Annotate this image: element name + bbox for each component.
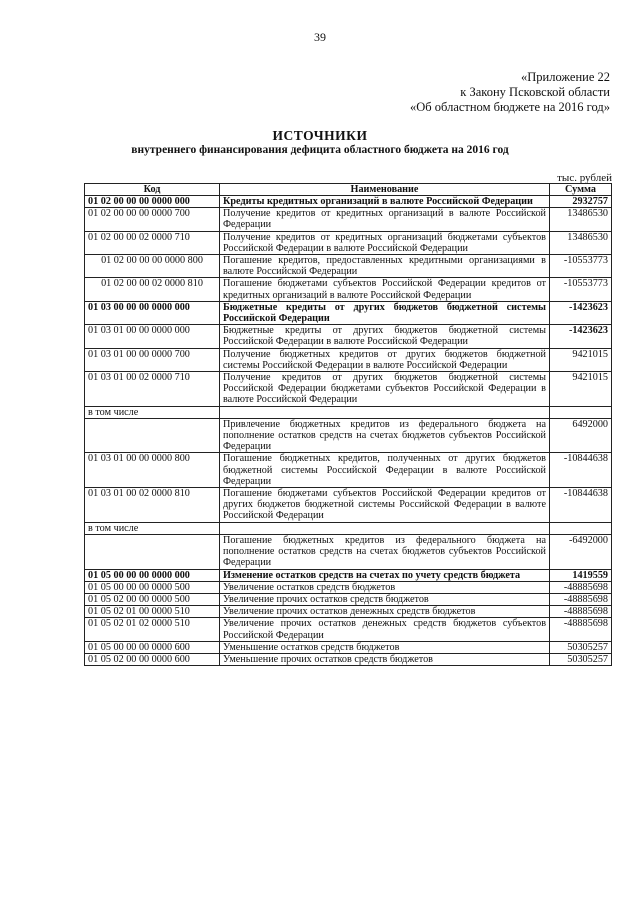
row-code: 01 03 00 00 00 0000 000 xyxy=(85,301,220,324)
row-sum: -48885698 xyxy=(550,593,612,605)
table-row xyxy=(85,278,612,301)
table-row xyxy=(85,606,612,618)
row-sum: 6492000 xyxy=(550,418,612,453)
table-row xyxy=(85,488,612,523)
row-name: Кредиты кредитных организаций в валюте Российской Федерации xyxy=(220,196,550,208)
row-code: 01 03 01 00 00 0000 000 xyxy=(85,325,220,348)
header-sum: Сумма xyxy=(550,184,612,196)
row-name: Погашение бюджетных кредитов, полученных от других бюджетов бюджетной системы Российской Федерации в валюте Российской Федерации xyxy=(220,453,550,488)
table-row xyxy=(85,522,612,534)
row-code: 01 03 01 00 00 0000 800 xyxy=(85,453,220,488)
row-code: 01 03 01 00 02 0000 710 xyxy=(85,372,220,407)
row-sum: -10553773 xyxy=(550,255,612,278)
appendix-block xyxy=(410,70,610,115)
row-code xyxy=(85,534,220,569)
row-name: Привлечение бюджетных кредитов из федерального бюджета на пополнение остатков средств на счетах бюджетов субъектов Российской Федерации xyxy=(220,418,550,453)
table-row xyxy=(85,641,612,653)
row-code: 01 02 00 00 02 0000 710 xyxy=(85,231,220,254)
row-sum xyxy=(550,522,612,534)
header-code: Код xyxy=(85,184,220,196)
row-name: Погашение бюджетами субъектов Российской Федерации кредитов от кредитных организаций в валюте Российской Федерации xyxy=(220,278,550,301)
row-code: 01 05 00 00 00 0000 600 xyxy=(85,641,220,653)
table-row xyxy=(85,534,612,569)
row-sum: -1423623 xyxy=(550,301,612,324)
table-row xyxy=(85,348,612,371)
header-name: Наименование xyxy=(220,184,550,196)
row-sum: -48885698 xyxy=(550,581,612,593)
row-sum: 50305257 xyxy=(550,641,612,653)
table-row xyxy=(85,418,612,453)
row-name: Увеличение прочих остатков средств бюджетов xyxy=(220,593,550,605)
table-row xyxy=(85,196,612,208)
row-name: Получение кредитов от других бюджетов бюджетной системы Российской Федерации бюджетами субъектов Российской Федерации в валюте Российской Федерации xyxy=(220,372,550,407)
table-row xyxy=(85,569,612,581)
row-sum: -48885698 xyxy=(550,606,612,618)
row-code: 01 03 01 00 02 0000 810 xyxy=(85,488,220,523)
appendix-line-3: «Об областном бюджете на 2016 год» xyxy=(410,100,610,114)
row-name: Погашение бюджетных кредитов из федерального бюджета на пополнение остатков средств на счетах бюджетов субъектов Российской Федерации xyxy=(220,534,550,569)
row-code: 01 05 02 01 00 0000 510 xyxy=(85,606,220,618)
row-code: в том числе xyxy=(85,406,220,418)
table-row xyxy=(85,593,612,605)
row-name: Бюджетные кредиты от других бюджетов бюджетной системы Российской Федерации в валюте Российской Федерации xyxy=(220,325,550,348)
table-row xyxy=(85,301,612,324)
row-sum: 9421015 xyxy=(550,348,612,371)
row-sum: -6492000 xyxy=(550,534,612,569)
row-code: 01 05 00 00 00 0000 500 xyxy=(85,581,220,593)
row-sum: -10553773 xyxy=(550,278,612,301)
table-row xyxy=(85,581,612,593)
table-row xyxy=(85,372,612,407)
appendix-line-2: к Закону Псковской области xyxy=(460,85,610,99)
row-sum: 13486530 xyxy=(550,231,612,254)
row-name: Увеличение остатков средств бюджетов xyxy=(220,581,550,593)
row-name: Изменение остатков средств на счетах по учету средств бюджета xyxy=(220,569,550,581)
row-code: 01 02 00 00 00 0000 700 xyxy=(85,208,220,231)
table-row xyxy=(85,325,612,348)
row-name: Бюджетные кредиты от других бюджетов бюджетной системы Российской Федерации xyxy=(220,301,550,324)
row-name: Получение кредитов от кредитных организаций в валюте Российской Федерации xyxy=(220,208,550,231)
row-code: 01 05 00 00 00 0000 000 xyxy=(85,569,220,581)
row-name: Увеличение прочих остатков денежных средств бюджетов субъектов Российской Федерации xyxy=(220,618,550,641)
row-name xyxy=(220,406,550,418)
row-name: Получение кредитов от кредитных организаций бюджетами субъектов Российской Федерации в валюте Российской Федерации xyxy=(220,231,550,254)
row-code: 01 05 02 00 00 0000 600 xyxy=(85,653,220,665)
units-label: тыс. рублей xyxy=(557,172,612,184)
row-sum: -48885698 xyxy=(550,618,612,641)
sources-table xyxy=(84,183,612,666)
row-sum: -1423623 xyxy=(550,325,612,348)
row-code xyxy=(85,418,220,453)
row-sum: -10844638 xyxy=(550,488,612,523)
row-sum: 2932757 xyxy=(550,196,612,208)
row-sum: 1419559 xyxy=(550,569,612,581)
row-code: 01 05 02 00 00 0000 500 xyxy=(85,593,220,605)
row-code: 01 02 00 00 00 0000 000 xyxy=(85,196,220,208)
row-code: в том числе xyxy=(85,522,220,534)
table-row xyxy=(85,208,612,231)
table-row xyxy=(85,618,612,641)
table-row xyxy=(85,231,612,254)
row-sum: 13486530 xyxy=(550,208,612,231)
document-subtitle: внутреннего финансирования дефицита областного бюджета на 2016 год xyxy=(131,144,509,156)
row-name: Уменьшение прочих остатков средств бюджетов xyxy=(220,653,550,665)
row-name: Увеличение прочих остатков денежных средств бюджетов xyxy=(220,606,550,618)
table-row xyxy=(85,453,612,488)
row-name: Погашение бюджетами субъектов Российской Федерации кредитов от других бюджетов бюджетной системы Российской Федерации в валюте Российской Федерации xyxy=(220,488,550,523)
row-sum: 50305257 xyxy=(550,653,612,665)
row-name xyxy=(220,522,550,534)
row-name: Погашение кредитов, предоставленных кредитными организациями в валюте Российской Федерации xyxy=(220,255,550,278)
appendix-line-1: «Приложение 22 xyxy=(521,70,610,84)
table-row xyxy=(85,653,612,665)
row-name: Получение бюджетных кредитов от других бюджетов бюджетной системы Российской Федерации в валюте Российской Федерации xyxy=(220,348,550,371)
table-row xyxy=(85,406,612,418)
row-code: 01 05 02 01 02 0000 510 xyxy=(85,618,220,641)
row-sum: 9421015 xyxy=(550,372,612,407)
row-code: 01 02 00 00 00 0000 800 xyxy=(85,255,220,278)
table-row xyxy=(85,255,612,278)
row-code: 01 02 00 00 02 0000 810 xyxy=(85,278,220,301)
document-title: ИСТОЧНИКИ xyxy=(272,128,368,143)
row-code: 01 03 01 00 00 0000 700 xyxy=(85,348,220,371)
table-header-row xyxy=(85,184,612,196)
row-sum: -10844638 xyxy=(550,453,612,488)
row-name: Уменьшение остатков средств бюджетов xyxy=(220,641,550,653)
row-sum xyxy=(550,406,612,418)
page-number: 39 xyxy=(314,30,326,44)
